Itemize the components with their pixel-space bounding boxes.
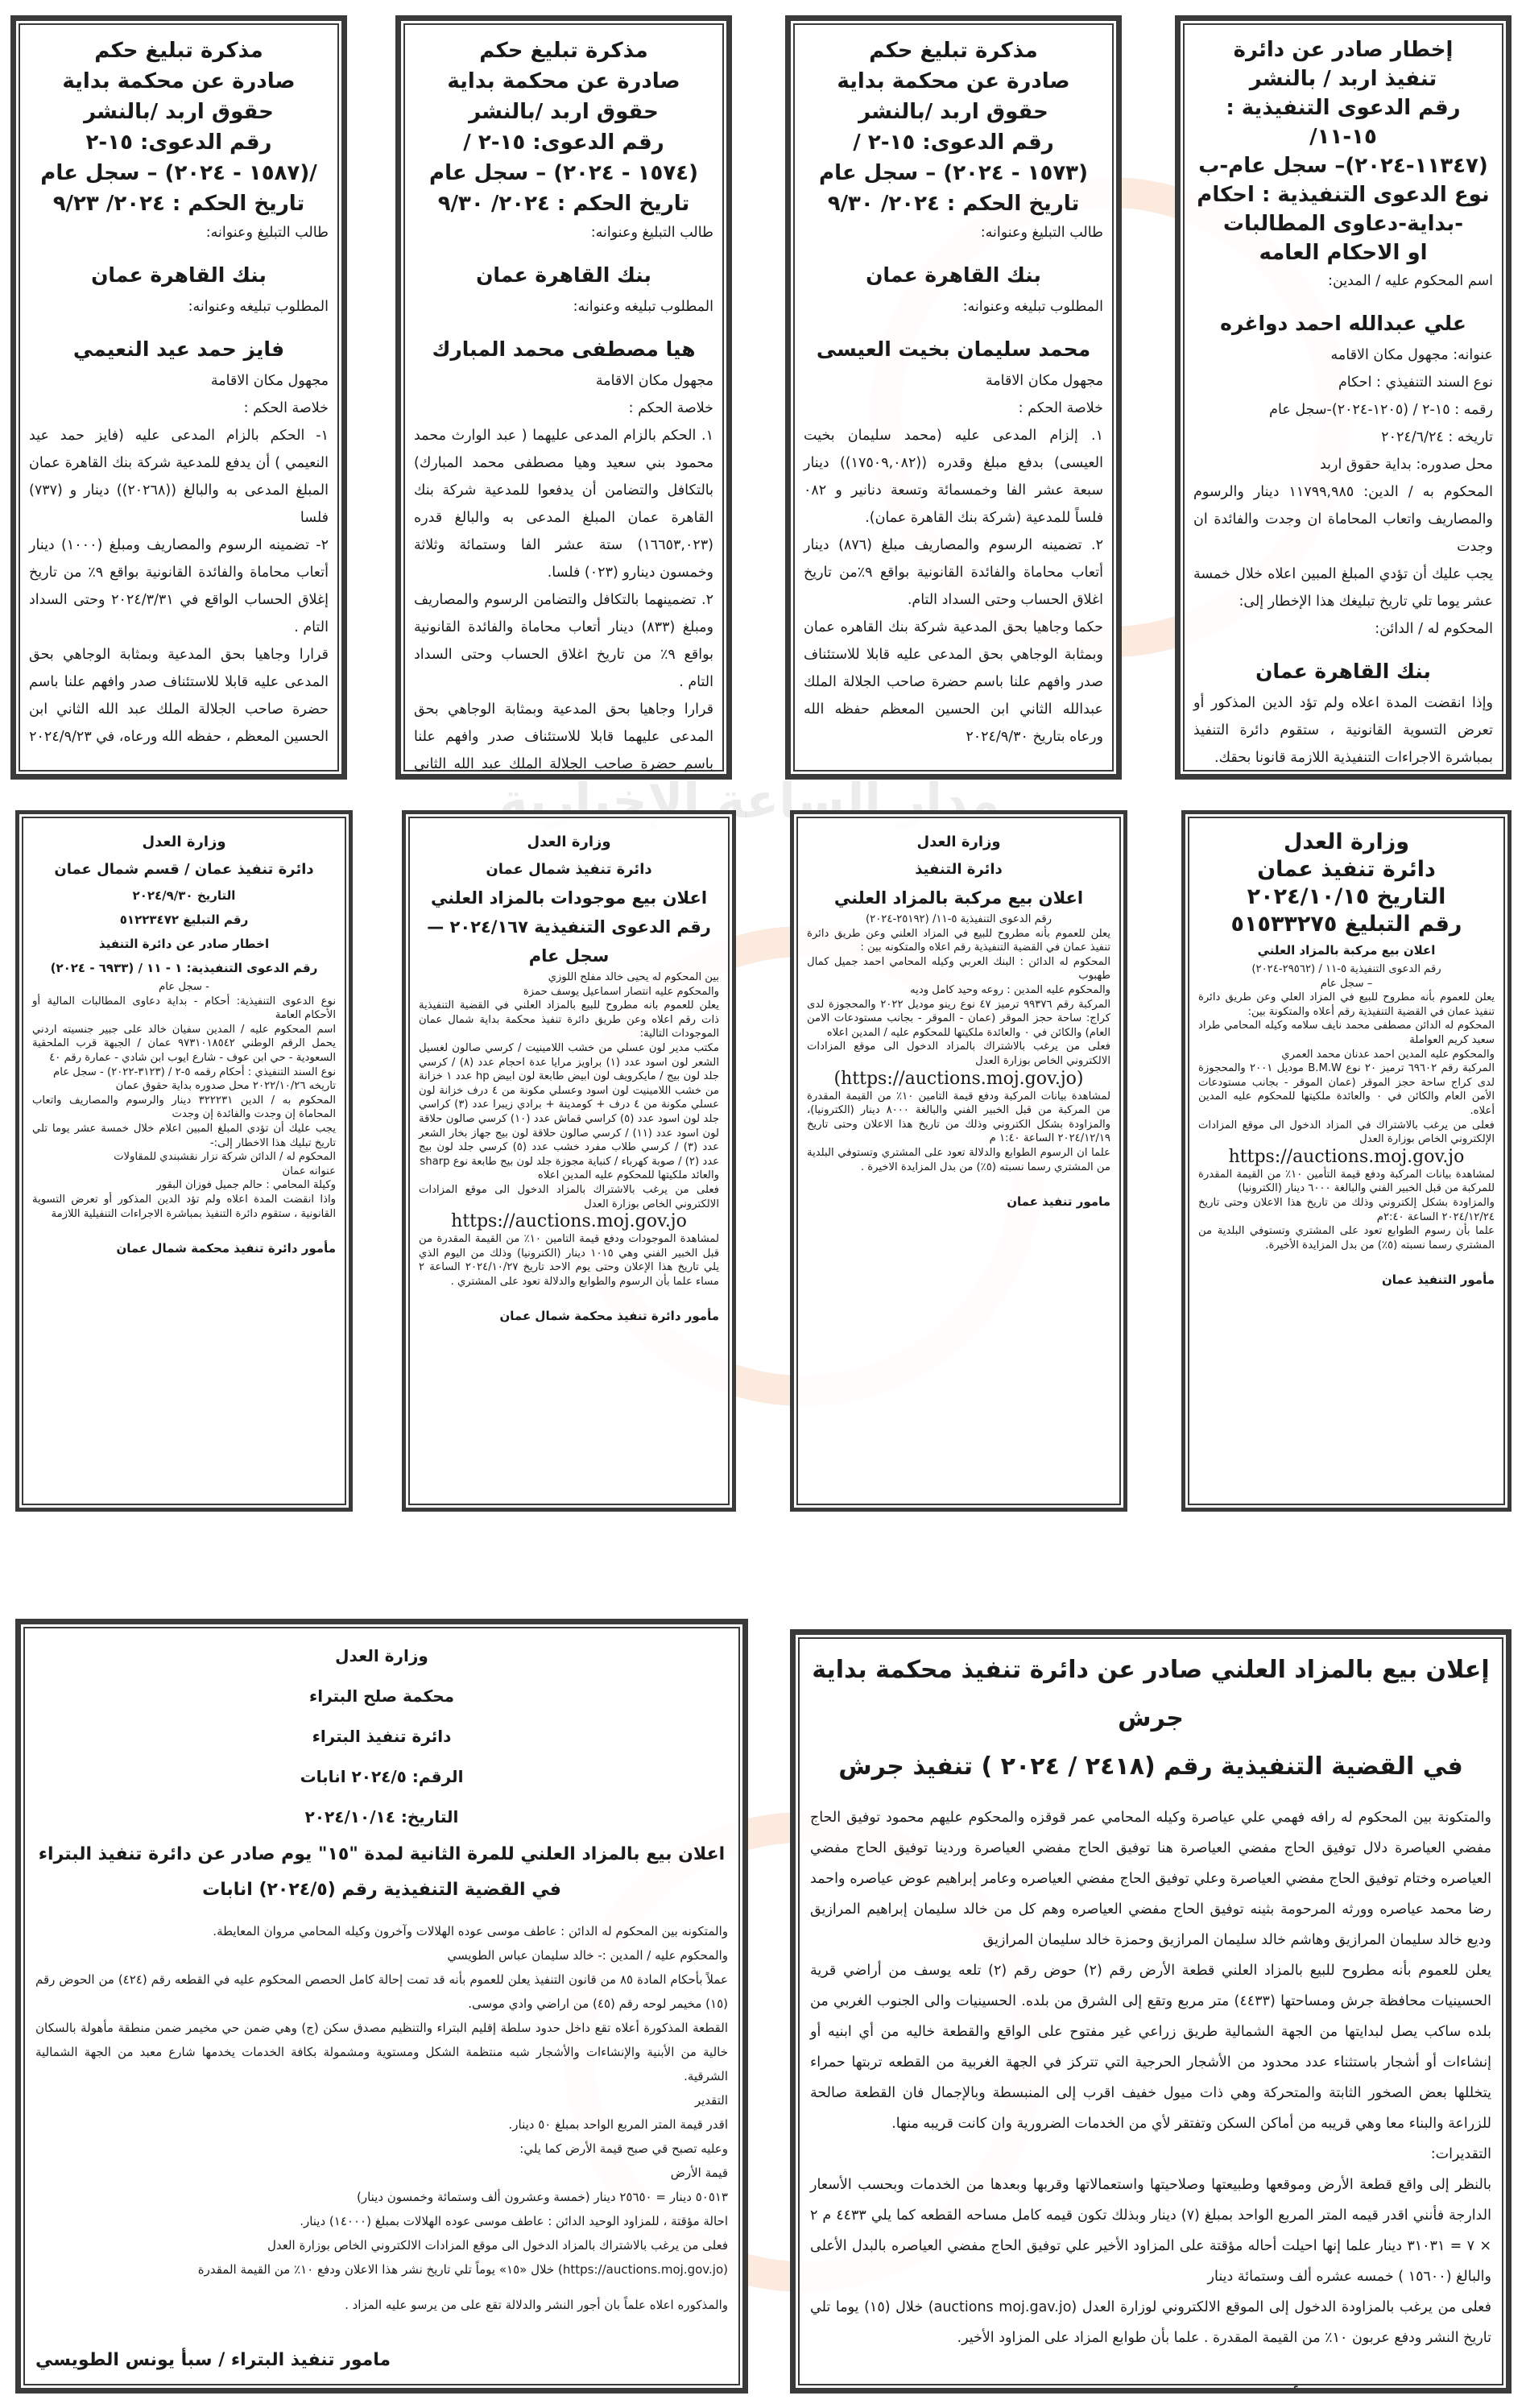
- notice-paragraph: يعلن للعموم بانه مطروح للبيع بالمزاد العلني في القضية التنفيذية ذات رقم اعلاه وعن طريق دائرة تنفيذ محكمة بداية شمال عمان الموجودات التالية:: [419, 999, 719, 1041]
- notice-heading: دائرة تنفيذ عمان / قسم شمال عمان: [54, 861, 314, 878]
- notice-centered-line: – سجل عام: [1320, 977, 1373, 990]
- notice-paragraph: المحكوم له / الدائن:: [1375, 621, 1493, 637]
- notice-paragraph: اسم المحكوم عليه / المدين:: [1328, 273, 1493, 289]
- notice-paragraph: بالنظر إلى واقع قطعة الأرض وموقعها وطبيعتها وصلاحيتها واستعمالاتها وقربها وبعدها من الخدمات وبحسب الأسعار الدارجة فأنني اقدر قيمه المتر المربع الواحد بمبلغ (٧) دينار وبذلك تكون قيمه كامل مساحه القطعه كما يلي ٤٤٣٣ م ٢ × ٧ = ٣١٠٣١ دينار علما إنها احيلت أحاله مؤقتة على المزاود الأخير علي توفيق الحاج مفضي العياصره بالبدل الأعلى والبالغ (١٥٦٠٠ ) خمسه عشره ألف وستمائة دينار: [810, 2177, 1491, 2285]
- notice-paragraph: ٥٠٥١٣ دينار = ٢٥٦٥٠ دينار (خمسة وعشرون ألف وستمائة وخمسون دينار): [356, 2190, 728, 2204]
- notice-heading: (١٥٧٣ - ٢٠٢٤) – سجل عام: [819, 161, 1088, 185]
- notice-subheading: اعلان بيع موجودات بالمزاد العلني: [430, 888, 708, 908]
- notice-heading: (١٥٧٤ - ٢٠٢٤) – سجل عام: [429, 161, 698, 185]
- notice-heading: رقم الدعوى التنفيذية : ١٥-١١/: [1226, 96, 1461, 149]
- notice-heading: الرقم: ٢٠٢٤/٥ انابات: [300, 1767, 464, 1786]
- notice-subheading: رقم التبليغ ٥١٢٢٣٤٧٢: [119, 912, 249, 927]
- notice-paragraph: المطلوب تبليغه وعنوانه:: [188, 299, 329, 315]
- notice-paragraph: خلاصة الحكم :: [628, 400, 713, 416]
- notice-paragraph: قيمة الأرض: [670, 2166, 728, 2180]
- notice-heading: دائرة التنفيذ: [915, 861, 1003, 878]
- notice-paragraph: والمتكونة بين المحكوم له رافه فهمي علي عياصرة وكيله المحامي عمر قوقزه والمحكوم عليهم محمود توفيق الحاج مفضي العياصرة دلال توفيق الحاج مفضي العياصرة هنا توفيق الحاج مفضي العياصرة وردينا توفيق الحاج مفضي العياصره وختام توفيق الحاج مفضي العياصرة وعلي توفيق الحاج مفضي العياصره وعامر إبراهيم عوض عياصره واحمد رضا محمد عياصره وورثه المرحومة بثينه توفيق الحاج مفضي العياصره وهم كل من خالد سليمان إبراهيم المرازيق وديع خالد سليمان المرازيق وهاشم خالد سليمان المرازيق وحمزة خالد سليمان المرازيق: [810, 1810, 1491, 1948]
- notice-paragraph: مجهول مكان الاقامة: [985, 373, 1103, 389]
- party-name: بنك القاهرة عمان: [1255, 660, 1431, 683]
- notice-paragraph: المطلوب تبليغه وعنوانه:: [573, 299, 713, 315]
- notice-subheading: رقم الدعوى التنفيذية: ١ - ١١ / (٦٩٣٣ - ٢٠٢٤): [50, 961, 318, 975]
- notice-paragraph: عنوانه: مجهول مكان الاقامه: [1330, 347, 1493, 363]
- notice-paragraph: مجهول مكان الاقامة: [210, 373, 329, 389]
- notice-heading: وزارة العدل: [142, 834, 226, 850]
- notice-heading: مذكرة تبليغ حكم: [94, 39, 263, 63]
- legal-notice: [15, 1619, 748, 2394]
- notice-paragraph: تاريخه ٢٠٢٢/١٠/٢٦ محل صدوره بداية حقوق عمان: [115, 1080, 336, 1093]
- auction-website-link[interactable]: https://auctions.moj.gov.jo: [1228, 1146, 1465, 1167]
- notice-paragraph: حكما وجاهيا بحق المدعية شركة بنك القاهره عمان وبمثابة الوجاهي بحق المدعى عليه قابلا للاستئناف صدر وافهم علنا باسم حضرة صاحب الجلالة الملك عبدالله الثاني ابن الحسين المعظم حفظه الله ورعاه بتاريخ ٢٠٢٤/٩/٣٠: [804, 619, 1103, 745]
- notice-heading: (١١٣٤٧-٢٠٢٤)– سجل عام-ب: [1198, 154, 1488, 178]
- notice-heading: رقم التبليغ ٥١٥٣٣٢٧٥: [1230, 912, 1462, 937]
- auction-website-link[interactable]: (https://auctions.moj.gov.jo): [833, 1068, 1084, 1089]
- notice-heading: التاريخ ٢٠٢٤/١٠/١٥: [1247, 884, 1446, 909]
- notice-paragraph: مكتب مدير لون عسلي من خشب اللامينيت / كرسي صالون لغسيل الشعر لون اسود عدد (١) براويز مرايا عدة احجام عدد (٨) / كرسي جلد لون بيج / مايكرويف لون ابيض طابعة لون ابيض hp عدد ١ خزانة من خشب اللامينيت لون اسود وعسلي مكونة من ٤ درف خزانة لون عسلي مكونة من ٤ درف + كومدينة + برادي زيبرا عدد (٣) كراسي جلد لون اسود عدد (٥) كراسي قماش عدد (١٠) كرسي صالون حلاقة لون اسود عدد (١١) / كرسي صالون حلاقة لون بيج جهاز بخار الشعر عدد (٣) / كرسي طلاب مفرد خشب عدد (٥) كرسي جلد لون بيج عدد (٢) / صوبة كهرباء / كنباية مجوزة جلد لون بيج طابعة نوع sharp: [419, 1041, 719, 1168]
- notice-paragraph: وكيلة المحامي : حالم جميل فوزان البقور: [156, 1179, 336, 1192]
- notice-heading: /(١٥٨٧ - ٢٠٢٤) – سجل عام: [40, 161, 317, 185]
- notice-paragraph: يعلن للعموم بأنه مطروح للبيع بالمزاد العلني قطعة الأرض رقم (٢) حوض رقم (٢) تلعه يوسف من أراضي قرية الحسينيات محافظة جرش ومساحتها (٤٤٣٣) متر مربع وتقع إلى الشرق من بلده. الحسينيات والى الجنوب الغربي من بلده ساكب يصل لبدايتها من الجهة الشمالية طريق زراعي غير مفتوح على الواقع والقطعة خاليه من أي ابنيه أو إنشاءات أو أشجار باستثناء عدد محدود من الأشجار الحرجية التي تتركز في الجهة الغربية من القطعه تربتها حمراء يتخللها بعض الصخور الثابتة والمتحركة وهي ذات ميول خفيف اقرب إلى المنبسطة وبالإجمال فان القطعة صالحة للزراعة والبناء معا وهي قريبه من أماكن السكن وتفتقر لأي من الخدمات الضرورية وان كانت قريبه منها.: [810, 1963, 1491, 2132]
- notice-heading: صادرة عن محكمة بداية: [62, 69, 296, 93]
- notice-paragraph: محل صدوره: بداية حقوق اربد: [1319, 457, 1493, 473]
- legal-notice: [402, 810, 736, 1512]
- legal-notice: [785, 15, 1122, 780]
- notice-paragraph: لمشاهدة الموجودات ودفع قيمة التامين ١٠٪ من القيمة المقدرة من قبل الخبير الفني وهي ١٠١٥ دينار (الكترونيا) وذلك من اليوم الذي يلي تاريخ هذا الإعلان وحتى يوم الاحد تاريخ ٢٠٢٤/١٠/٢٧ الساعة ٢ مساء علما بأن الرسوم والطوابع والدلالة تعود على المشتري .: [419, 1233, 719, 1288]
- notice-paragraph: المحكوم له الدائن : البنك العربي وكيله المحامي احمد جميل كمال طهبوب: [807, 955, 1110, 983]
- notice-paragraph: لمشاهدة بيانات المركبة ودفع قيمة التامين ١٠٪ من القيمة المقدرة من المركبة من قبل الخبير الفني والبالغة ٨٠٠٠ دينار (الكترونيا)، والمزاودة بشكل الكتروني وذلك من تاريخ هذا الاعلان وحتى تاريخ ٢٠٢٤/١٢/١٩ الساعة ١:٤٠ م: [807, 1090, 1110, 1145]
- legal-notice: [1181, 810, 1512, 1512]
- notice-paragraph: وعليه تصبح قي صبح قيمة الأرض كما يلي:: [519, 2141, 728, 2156]
- notice-heading: تاريخ الحكم : ٢٠٢٤/ ٩/٣٠: [827, 192, 1080, 216]
- notice-subheading: اخطار صادر عن دائرة التنفيذ: [98, 937, 270, 951]
- auction-website-link[interactable]: (https://auctions.moj.gov.jo) خلال «١٥» يوماً تلي تاريخ نشر هذا الاعلان ودفع ١٠٪ من القيمة المقدرة: [197, 2262, 728, 2277]
- notice-heading: -بداية-دعاوى المطالبات: [1222, 212, 1464, 236]
- notice-centered-line: رقم الدعوى التنفيذية ٥-١١ / (٢٩٥٦٢-٢٠٢٤): [1251, 963, 1441, 975]
- party-name: بنك القاهرة عمان: [866, 263, 1041, 287]
- notice-paragraph: ٢- تضمينه الرسوم والمصاريف ومبلغ (١٠٠٠) دينار أتعاب محاماة والفائدة القانونية بواقع ٩٪ من تاريخ إغلاق الحساب الواقع في ٢٠٢٤/٣/٣١ وحتى السداد التام .: [29, 537, 329, 635]
- enforcement-officer-signature: مأمور دائرة تنفيذ محكمة شمال عمان: [499, 1309, 719, 1324]
- notice-heading: نوع الدعوى التنفيذية : احكام: [1197, 183, 1490, 207]
- notice-heading: دائرة تنفيذ عمان: [1257, 857, 1436, 882]
- notice-paragraph: ٢. تضمينه الرسوم والمصاريف مبلغ (٨٧٦) دينار أتعاب محاماة والفائدة القانونية بواقع ٩٪من تاريخ اغلاق الحساب وحتى السداد التام.: [804, 537, 1103, 608]
- notice-paragraph: اسم المحكوم عليه / المدين سفيان خالد على جبير جنسيته اردني يحمل الرقم الوطني ٩٧٣١٠١٨٥٤٢ عمان / الجبهة قرب الملحقية السعودية - حي ابن عوف - شارع ايوب ابن شادي - عمارة رقم ٤٠: [32, 1023, 336, 1064]
- notice-paragraph: والمحكوم عليه المدين : روعه وحيد كامل وديه: [910, 983, 1110, 996]
- notice-paragraph: نوع الدعوى التنفيذية: أحكام - بداية دعاوى المطالبات المالية أو الأحكام العامة: [32, 995, 336, 1022]
- notice-paragraph: طالب التبليغ وعنوانه:: [205, 225, 329, 241]
- notice-paragraph: المركبة رقم ٩٩٣٧٦ ترميز ٤٧ نوع رينو موديل ٢٠٢٢ والمحجوزة لدى كراج: ساحة حجز الموقر (عمان - الموقر - بجانب مستودعات الامن العام) والكائن في ٠ والعائدة ملكيتها للمحكوم عليه / المدين اعلاه: [807, 998, 1111, 1039]
- party-name: علي عبدالله احمد دواغره: [1220, 312, 1466, 335]
- notice-heading: تاريخ الحكم : ٢٠٢٤/ ٩/٣٠: [437, 192, 690, 216]
- watermark-text: مدار الساعة الإخبارية: [499, 773, 1000, 830]
- notice-paragraph: ٢. تضمينهما بالتكافل والتضامن الرسوم والمصاريف ومبلغ (٨٣٣) دينار أتعاب محاماة والفائدة القانونية بواقع ٩٪ من تاريخ اغلاق الحساب وحتى السداد التام .: [414, 592, 713, 690]
- notice-heading: التاريخ: ٢٠٢٤/١٠/١٤: [304, 1807, 459, 1827]
- notice-heading: مذكرة تبليغ حكم: [869, 39, 1038, 63]
- notice-paragraph: طالب التبليغ وعنوانه:: [980, 225, 1103, 241]
- notice-paragraph: التقديرات:: [1430, 2146, 1491, 2162]
- notice-paragraph: المحكوم له / الدائن شركة نزار نقشبندي للمقاولات: [114, 1151, 336, 1164]
- notice-paragraph: يعلن للعموم بأنه مطروح للبيع في المزاد العلي وعن طريق دائرة تنفيذ عمان في القضية التنفيذية رقم أعلاه والمتكونة بين:: [1198, 991, 1495, 1018]
- notice-paragraph: فعلى من يرغب بالاشتراك بالمزاد الدخول الى موقع المزادات الالكتروني الخاص بوزارة العدل: [419, 1183, 719, 1210]
- notice-paragraph: يعلن للعموم بأنه مطروح للبيع في المزاد العلني وعن طريق دائرة تنفيذ عمان في القضية التنفيذية رقم اعلاه والمتكونه بين :: [807, 927, 1110, 954]
- notice-subheading: اعلان بيع مركبة بالمزاد العلني: [1257, 943, 1436, 958]
- notice-paragraph: والمزاودة بشكل إلكتروني وذلك من تاريخ هذا الاعلان وحتى تاريخ ٢٠٢٤/١٢/٢٤ الساعة ٢:٤٠م: [1198, 1196, 1495, 1223]
- notice-heading: او الاحكام العامه: [1259, 241, 1428, 265]
- notice-heading: دائرة تنفيذ شمال عمان: [486, 861, 652, 878]
- enforcement-officer-signature: مأمور دائرة تنفيذ محكمة شمال عمان: [116, 1241, 336, 1256]
- notice-heading: محكمة صلح البتراء: [308, 1686, 454, 1706]
- notice-paragraph: والعائد ملكيتها للمحكوم عليه المدين اعلاه: [537, 1169, 719, 1182]
- notice-heading: إعلان بيع بالمزاد العلني صادر عن دائرة تنفيذ محكمة بداية جرش: [812, 1656, 1490, 1732]
- party-name: محمد سليمان بخيت العيسى: [816, 337, 1091, 361]
- notice-paragraph: القطعة المذكورة أعلاه تقع داخل حدود سلطة إقليم البتراء والتنظيم مصدق سكن (ج) وهي ضمن حي مخيمر ضمن منطقة مأهولة بالسكان خالية من الأبنية والإنشاءات والأشجار شبه منتظمة الشكل ومستوية ومشمولة بكافة الخدمات يخدمها شارع معبد من الجهة الشمالية الشرقية.: [35, 2021, 728, 2083]
- notice-paragraph: عنوانه عمان: [282, 1165, 336, 1177]
- party-name: هيا مصطفى محمد المبارك: [432, 337, 696, 361]
- notice-paragraph: عملاً بأحكام المادة ٨٥ من قانون التنفيذ يعلن للعموم بأنه قد تمت إحالة كامل الحصص المحكوم عليه في القطعه رقم (٤٢٤) من الحوض رقم (١٥) مخيمر لوحه رقم (٤٥) من اراضي وادي موسى.: [35, 1972, 728, 2011]
- notice-paragraph: فعلى من يرغب بالاشتراك بالمزاد الدخول الى موقع المزادات الالكتروني الخاص بوزارة العدل: [267, 2238, 728, 2253]
- notice-paragraph: والمتكونه بين المحكوم له الدائن : عاطف موسى عوده الهلالات وآخرون وكيله المحامي مروان المعايطة.: [213, 1924, 728, 1938]
- legal-notice: [790, 1629, 1512, 2394]
- notice-subheading: اعلان بيع بالمزاد العلني للمرة الثانية لمدة "١٥" يوم صادر عن دائرة تنفيذ البتراء: [38, 1844, 726, 1864]
- notice-paragraph: ١- الحكم بالزام المدعى عليه (فايز حمد عيد النعيمي ) أن يدفع للمدعية شركة بنك القاهرة عمان المبلغ المدعى به والبالغ ((٢٠٢٦٨)) دينار و (٧٣٧) فلسا: [29, 428, 329, 526]
- enforcement-officer-signature: مامور تنفيذ عمان: [1007, 1194, 1110, 1210]
- notice-subheading: التاريخ ٢٠٢٤/٩/٣٠: [132, 888, 236, 903]
- notice-subheading: في القضية التنفيذية رقم (٢٠٢٤/٥) انابات: [202, 1880, 561, 1900]
- notice-paragraph: والمحكوم عليه / المدين :- خالد سليمان عباس الطويسي: [447, 1948, 728, 1963]
- legal-notice: [10, 15, 347, 780]
- notice-paragraph: علما ان الرسوم الطوابع والدلالة تعود على المشتري وتستوفي البلدية من المشتري رسما نسبته (٥٪) من بدل المزايدة الاخيرة .: [807, 1146, 1110, 1173]
- notice-paragraph: خلاصة الحكم :: [243, 400, 329, 416]
- notice-heading: دائرة تنفيذ البتراء: [312, 1727, 452, 1746]
- notice-paragraph: نوع السند التنفيذي : احكام: [1338, 374, 1493, 391]
- enforcement-officer-signature: مامور تنفيذ البتراء / سبأ يونس الطويسي: [35, 2350, 391, 2370]
- notice-heading: صادرة عن محكمة بداية: [837, 69, 1070, 93]
- notice-paragraph: تاريخه : ٢٠٢٤/٦/٢٤: [1381, 429, 1493, 445]
- notice-paragraph: المطلوب تبليغه وعنوانه:: [962, 299, 1103, 315]
- notice-paragraph: المحكوم له الدائن مصطفى محمد نايف سلامه وكيله المحامي طراد سعيد كريم العواملة: [1198, 1020, 1495, 1046]
- notice-paragraph: يجب عليك أن تؤدي المبلغ المبين اعلام خلال خمسة عشر يوما تلي تاريخ تبليك هذا الاخطار إلى:-: [32, 1122, 336, 1149]
- notice-paragraph: اقدر قيمة المتر المربع الواحد بمبلغ ٥٠ دينار.: [508, 2117, 728, 2132]
- notice-paragraph: لمشاهدة بيانات المركبة ودفع قيمة التأمين ١٠٪ من القيمة المقدرة للمركبة من قبل الخبير الفني والبالغة ٦٠٠٠ دينار (الكترونيا): [1198, 1168, 1495, 1195]
- party-name: بنك القاهرة عمان: [476, 263, 651, 287]
- notice-paragraph: بين المحكوم له يحيى خالد مفلح اللوزي: [548, 971, 719, 983]
- legal-notice: [1175, 15, 1512, 780]
- party-name: بنك القاهرة عمان: [91, 263, 267, 287]
- notice-paragraph: المركبة رقم ٦٩٦٠٢ ترميز ٢٠ نوع B.M.W موديل ٢٠٠١ والمحجوزة لدى كراج ساحة حجز الموقر (عمان الموقر - بجانب مستودعات الأمن العام والكائن في ٠ والعائدة ملكيتها للمحكوم عليه المدين أعلاه.: [1198, 1062, 1495, 1117]
- notice-paragraph: والمذكوره اعلاه علماً بان أجور النشر والدلالة تقع على من يرسو عليه المزاد .: [345, 2298, 728, 2312]
- notice-paragraph: نوع السند التنفيذي : أحكام رقمه ٥-٢ / (٣١٢٣-٢٠٢٢) - سجل عام: [53, 1065, 336, 1078]
- notice-heading: حقوق اربد /بالنشر: [858, 100, 1048, 124]
- notice-heading: وزارة العدل: [916, 834, 1001, 850]
- party-name: فايز حمد عيد النعيمي: [72, 337, 285, 361]
- enforcement-officer-signature: مأمور التنفيذ عمان: [1381, 1272, 1495, 1288]
- auction-website-link[interactable]: https://auctions.moj.gov.jo: [451, 1211, 687, 1232]
- notice-heading: صادرة عن محكمة بداية: [447, 69, 680, 93]
- notice-paragraph: خلاصة الحكم :: [1018, 400, 1103, 416]
- legal-notice: [395, 15, 732, 780]
- notice-heading: وزارة العدل: [527, 834, 611, 850]
- notice-paragraph: واذا انقضت المدة اعلاه ولم تؤد الدين المذكور أو تعرض التسوية القانونية ، ستقوم دائرة التنفيذ بمباشرة الاجراءات التنفيلية اللازمة: [32, 1193, 336, 1220]
- notice-heading: رقم الدعوى: ١٥-٢ /: [853, 130, 1054, 155]
- notice-heading: تنفيذ اربد / بالنشر: [1249, 67, 1437, 91]
- notice-paragraph: المحكوم به / الدين: ١١٧٩٩,٩٨٥ دينار والرسوم والمصاريف واتعاب المحاماة ان وجدت والفائدة ان وجدت: [1193, 484, 1493, 555]
- notice-paragraph: التقدير: [694, 2093, 728, 2108]
- notice-heading: رقم الدعوى: ١٥-٢ /: [463, 130, 664, 155]
- notice-paragraph: علما بأن رسوم الطوابع تعود على المشتري وتستوفي البلدية من المشتري رسما نسبته (٥٪) من بدل المزايدة الأخيرة.: [1198, 1225, 1495, 1252]
- enforcement-officer-signature: [810, 2365, 1491, 2394]
- notice-paragraph: والمحكوم عليه المدين احمد عدنان محمد العمري: [1281, 1048, 1495, 1061]
- notice-paragraph: يجب عليك أن تؤدي المبلغ المبين اعلاه خلال خمسة عشر يوما تلي تاريخ تبليغك هذا الإخطار إلى:: [1193, 566, 1493, 610]
- notice-heading: حقوق اربد /بالنشر: [469, 100, 659, 124]
- notice-paragraph: ١. الحكم بالزام المدعى عليهما ( عبد الوارث محمد محمود بني سعيد وهيا مصطفى محمد المبارك) بالتكافل والتضامن أن يدفعوا للمدعية شركة بنك القاهرة عمان المبلغ المدعى به والبالغ قدره (١٦٦٥٣,٠٢٣) ستة عشر الفا وستمائة وثلاثة وخمسون دينارو (٠٢٣) فلسا.: [414, 428, 713, 581]
- notice-paragraph: فعلى من يرغب بالاشتراك في المزاد الدخول الى موقع المزادات الإلكتروني الخاص بوزارة العدل: [1198, 1119, 1495, 1146]
- notice-heading: رقم الدعوى: ١٥-٢: [85, 130, 272, 155]
- notice-subheading: رقم الدعوى التنفيذية ٢٠٢٤/١٦٧ — سجل عام: [427, 917, 711, 966]
- notice-centered-line: رقم الدعوى التنفيذية ٥-١١/ (٢٥١٩٢-٢٠٢٤): [865, 913, 1052, 925]
- notice-heading: وزارة العدل: [335, 1646, 428, 1665]
- notice-heading: مذكرة تبليغ حكم: [479, 39, 648, 63]
- notice-subheading: اعلان بيع مركبة بالمزاد العلني: [833, 888, 1084, 908]
- notice-heading: في القضية التنفيذية رقم (٢٤١٨ / ٢٠٢٤ ) تنفيذ جرش: [838, 1752, 1463, 1781]
- notice-heading: وزارة العدل: [1283, 830, 1410, 854]
- notice-paragraph: فعلى من يرغب بالمزاودة الدخول إلى الموقع الالكتروني لوزارة العدل (auctions moj.gav.jo) خلال (١٥) يوما تلي تاريخ النشر ودفع عربون ١٠٪ من القيمة المقدرة . علما بأن طوابع المزاد على المزاود الأخير.: [810, 2299, 1491, 2346]
- notice-paragraph: طالب التبليغ وعنوانه:: [590, 225, 713, 241]
- notice-centered-line: - سجل عام: [159, 981, 209, 993]
- notice-heading: حقوق اربد /بالنشر: [84, 100, 274, 124]
- notice-heading: تاريخ الحكم : ٢٠٢٤/ ٩/٢٣: [52, 192, 305, 216]
- notice-paragraph: قرارا وجاهيا بحق المدعية وبمثابة الوجاهي بحق المدعى عليهما قابلا للاستئناف صدر وافهم علنا باسم حضرة صاحب الجلالة الملك عبد الله الثاني: [414, 701, 713, 772]
- legal-notice: [15, 810, 353, 1512]
- notice-paragraph: والمحكوم عليه انتصار اسماعيل يوسف حمزة: [523, 985, 719, 998]
- notice-heading: إخطار صادر عن دائرة: [1233, 38, 1454, 62]
- notice-paragraph: فعلى من يرغب بالاشتراك بالمزاد الدخول الى موقع المزادات الالكتروني الخاص بوزارة العدل: [807, 1041, 1110, 1067]
- notice-paragraph: رقمه : ١٥-٢ / (١٢٠٥-٢٠٢٤)-سجل عام: [1269, 402, 1493, 418]
- notice-paragraph: المحكوم به / الدين ٣٢٢٢٣١ دينار والرسوم والمصاريف واتعاب المحاماة إن وجدت والفائدة إن وجدت: [32, 1094, 336, 1121]
- notice-paragraph: مجهول مكان الاقامة: [595, 373, 713, 389]
- notice-paragraph: ١. إلزام المدعى عليه (محمد سليمان بخيت العيسى) بدفع مبلغ وقدره ((١٧٥٠٩,٠٨٢)) دينار سبعة عشر الفا وخمسمائة وتسعة دنانير و ٠٨٢ فلساً للمدعية (شركة بنك القاهرة عمان).: [804, 428, 1103, 526]
- notice-paragraph: احالة مؤقتة ، للمزاود الوحيد الدائن : عاطف موسى عوده الهلالات بمبلغ (١٤٠٠٠) دينار.: [300, 2214, 728, 2228]
- notice-paragraph: وإذا انقضت المدة اعلاه ولم تؤد الدين المذكور أو تعرض التسوية القانونية ، ستقوم دائرة التنفيذ بمباشرة الاجراءات التنفيذية اللازمة قانونا بحقك.: [1193, 695, 1493, 766]
- notice-paragraph: قرارا وجاهيا بحق المدعية وبمثابة الوجاهي بحق المدعى عليه قابلا للاستئناف صدر وافهم علنا باسم حضرة صاحب الجلالة الملك عبد الله الثاني ابن الحسين المعظم ، حفظه الله ورعاه، في ٢٠٢٤/٩/٢٣: [29, 647, 329, 745]
- legal-notice: [790, 810, 1127, 1512]
